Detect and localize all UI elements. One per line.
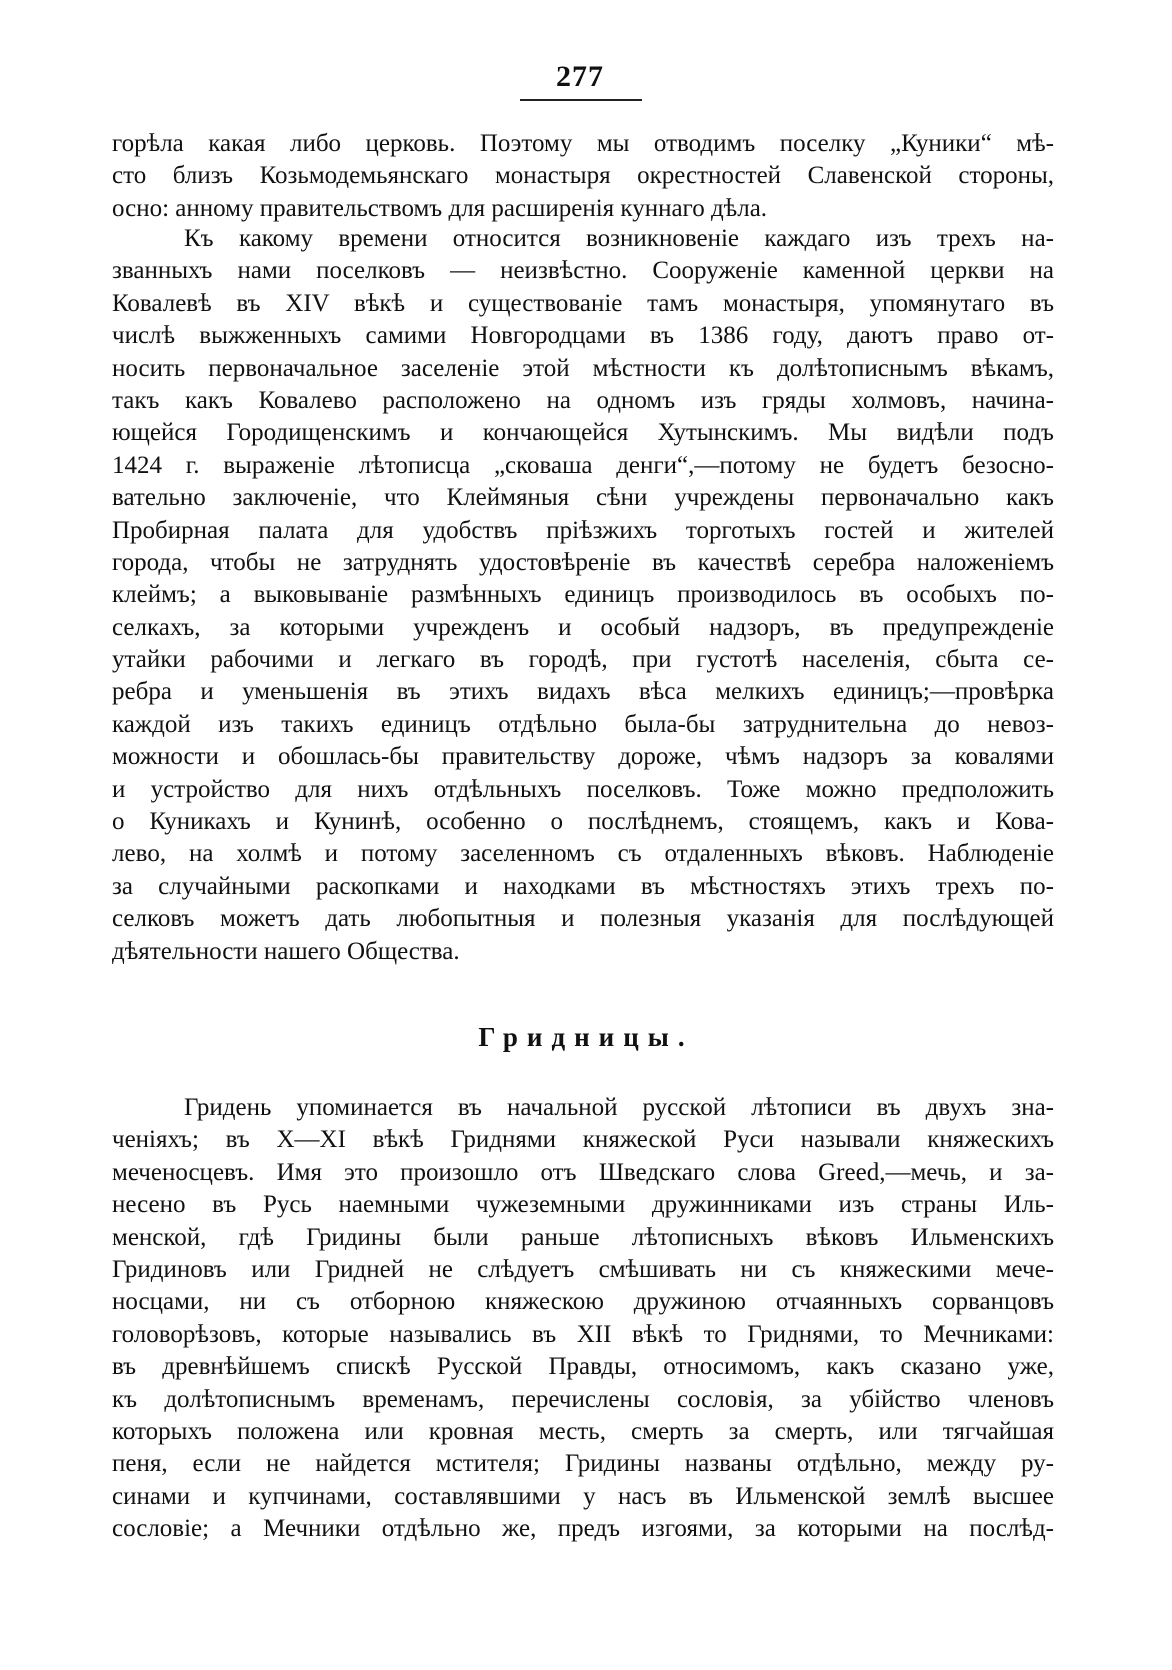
- text-line: дѣятельности нашего Общества.: [112, 937, 460, 965]
- text-line: селкахъ, за которыми учрежденъ и особый надзоръ, въ предупрежденіе: [112, 613, 1054, 641]
- text-line: несено въ Русь наемными чужеземными дружинниками изъ страны Иль-: [112, 1191, 1054, 1219]
- text-line: Гридиновъ или Гридней не слѣдуетъ смѣшивать ни съ княжескими мече-: [112, 1255, 1054, 1283]
- text-line: къ долѣтописнымъ временамъ, перечислены сословія, за убійство членовъ: [112, 1385, 1054, 1413]
- text-line: меченосцевъ. Имя это произошло отъ Шведскаго слова Greed,—мечь, и за-: [112, 1158, 1054, 1186]
- text-line: города, чтобы не затруднять удостовѣреніе въ качествѣ серебра наложеніемъ: [112, 548, 1054, 576]
- page-number-rule: [520, 99, 642, 101]
- text-line: такъ какъ Ковалево расположено на одномъ изъ гряды холмовъ, начина-: [112, 386, 1054, 414]
- text-line: Гридень упоминается въ начальной русской лѣтописи въ двухъ зна-: [184, 1094, 1054, 1121]
- text-line: сто близъ Козьмодемьянскаго монастыря окрестностей Славенской стороны,: [112, 162, 1054, 190]
- text-line: сословіе; а Мечники отдѣльно же, предъ изгоями, за которыми на послѣд-: [112, 1515, 1054, 1543]
- text-line: менской, гдѣ Гридины были раньше лѣтописныхъ вѣковъ Ильменскихъ: [112, 1223, 1054, 1251]
- text-line: въ древнѣйшемъ спискѣ Русской Правды, относимомъ, какъ сказано уже,: [112, 1353, 1054, 1381]
- text-line: о Куникахъ и Кунинѣ, особенно о послѣднемъ, стоящемъ, какъ и Кова-: [112, 808, 1054, 836]
- paragraph-gridnitsy: [112, 1092, 1054, 1545]
- text-line: Ковалевѣ въ XIV вѣкѣ и существованіе тамъ монастыря, упомянутаго въ: [112, 289, 1054, 317]
- text-line: головорѣзовъ, которые назывались въ XII вѣкѣ то Гриднями, то Мечниками:: [112, 1320, 1054, 1348]
- text-line: горѣла какая либо церковь. Поэтому мы отводимъ поселку „Куники“ мѣ-: [112, 130, 1054, 157]
- text-line: каждой изъ такихъ единицъ отдѣльно была-бы затруднительна до невоз-: [112, 710, 1054, 738]
- text-line: носцами, ни съ отборною княжескою дружиною отчаянныхъ сорванцовъ: [112, 1288, 1054, 1316]
- paragraph-kovalevo: [112, 223, 1054, 968]
- text-line: Къ какому времени относится возникновеніе каждаго изъ трехъ на-: [184, 225, 1054, 252]
- text-line: ющейся Городищенскимъ и кончающейся Хутынскимъ. Мы видѣли подъ: [112, 419, 1054, 447]
- text-line: синами и купчинами, составлявшими у насъ въ Ильменской землѣ высшее: [112, 1482, 1054, 1510]
- text-line: селковъ можетъ дать любопытныя и полезныя указанія для послѣдующей: [112, 905, 1054, 933]
- text-line: можности и обошлась-бы правительству дороже, чѣмъ надзоръ за ковалями: [112, 743, 1054, 771]
- text-line: ребра и уменьшенія въ этихъ видахъ вѣса мелкихъ единицъ;—провѣрка: [112, 678, 1054, 706]
- text-line: пеня, если не найдется мстителя; Гридины названы отдѣльно, между ру-: [112, 1450, 1054, 1478]
- text-line: носить первоначальное заселеніе этой мѣстности къ долѣтописнымъ вѣкамъ,: [112, 354, 1054, 382]
- text-line: ченіяхъ; въ X—XI вѣкѣ Гриднями княжеской Руси называли княжескихъ: [112, 1126, 1054, 1154]
- text-line: за случайными раскопками и находками въ мѣстностяхъ этихъ трехъ по-: [112, 872, 1054, 900]
- text-line: 1424 г. выраженіе лѣтописца „сковаша денги“,—потому не будетъ безосно-: [112, 451, 1054, 479]
- text-line: осно: анному правительствомъ для расширенія куннаго дѣла.: [112, 194, 768, 222]
- paragraph-continuation: [112, 128, 1054, 225]
- text-line: утайки рабочими и легкаго въ городѣ, при густотѣ населенія, сбыта се-: [112, 646, 1054, 674]
- text-line: званныхъ нами поселковъ — неизвѣстно. Сооруженіе каменной церкви на: [112, 257, 1054, 285]
- text-line: которыхъ положена или кровная месть, смерть за смерть, или тягчайшая: [112, 1417, 1054, 1445]
- text-line: и устройство для нихъ отдѣльныхъ поселковъ. Тоже можно предположить: [112, 775, 1054, 803]
- text-line: вательно заключеніе, что Клеймяныя сѣни учреждены первоначально какъ: [112, 484, 1054, 512]
- text-line: клеймъ; а выковываніе размѣнныхъ единицъ производилось въ особыхъ по-: [112, 581, 1054, 609]
- text-line: Пробирная палата для удобствъ пріѣзжихъ торготыхъ гостей и жителей: [112, 516, 1054, 544]
- text-line: числѣ выжженныхъ самими Новгородцами въ 1386 году, даютъ право от-: [112, 322, 1054, 350]
- text-line: левo, на холмѣ и потому заселенномъ съ отдаленныхъ вѣковъ. Наблюденіе: [112, 840, 1054, 868]
- section-title: Гридницы.: [478, 1022, 694, 1052]
- page-number: 277: [556, 60, 604, 93]
